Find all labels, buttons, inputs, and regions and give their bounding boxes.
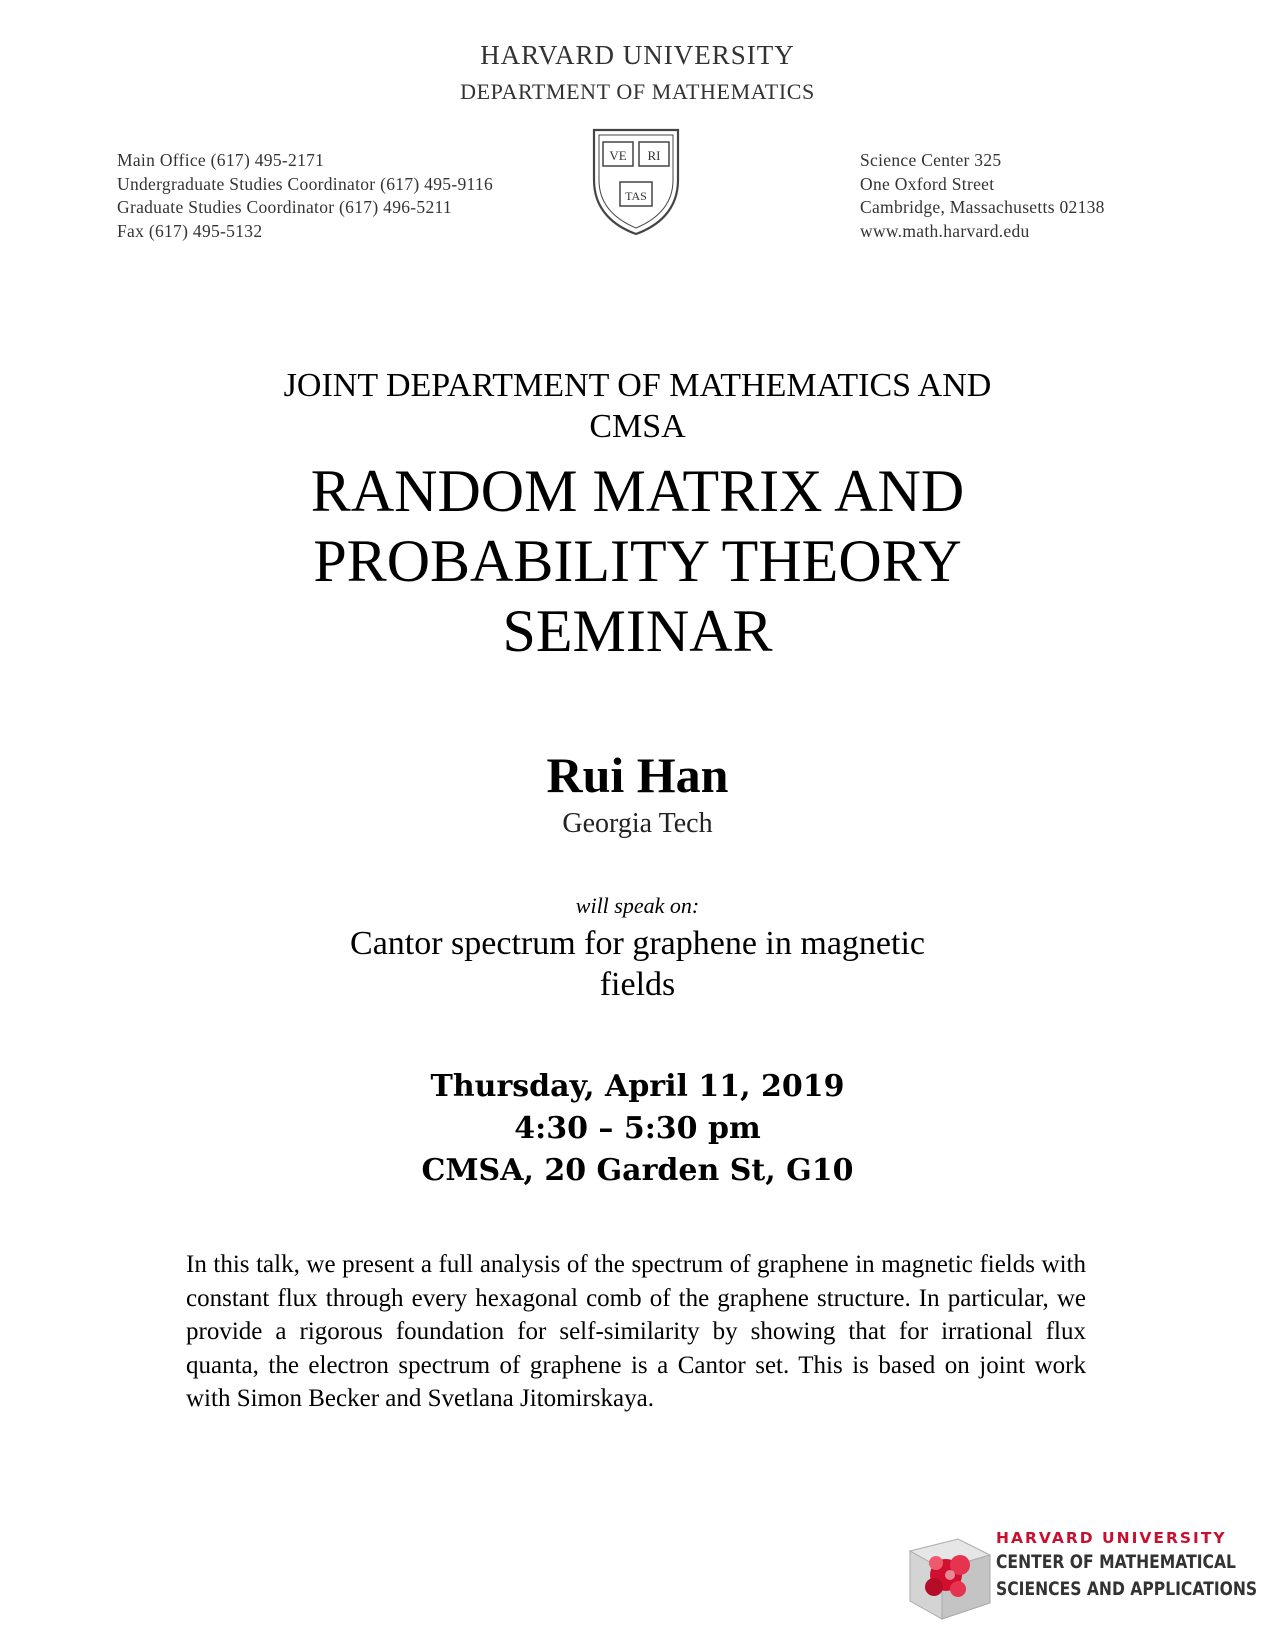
department-name: DEPARTMENT OF MATHEMATICS — [460, 79, 815, 104]
seminar-title-line3: SEMINAR — [502, 598, 773, 664]
shield-text-ve: VE — [609, 148, 627, 163]
talk-title-line1: Cantor spectrum for graphene in magnetic — [350, 925, 925, 962]
university-name: HARVARD UNIVERSITY — [480, 40, 795, 70]
cmsa-logo-line2: CENTER OF MATHEMATICAL — [996, 1551, 1236, 1573]
seminar-title — [0, 456, 1275, 666]
address-website: www.math.harvard.edu — [860, 220, 1030, 241]
cmsa-logo-line3: SCIENCES AND APPLICATIONS — [996, 1578, 1258, 1600]
joint-heading-line1: JOINT DEPARTMENT OF MATHEMATICS AND — [283, 367, 992, 404]
address-street: One Oxford Street — [860, 173, 995, 194]
address-city: Cambridge, Massachusetts 02138 — [860, 197, 1105, 217]
cmsa-cube-icon — [900, 1525, 1000, 1625]
seminar-title-line2: PROBABILITY THEORY — [313, 528, 962, 594]
shield-text-tas: TAS — [625, 189, 647, 203]
joint-department-heading — [0, 365, 1275, 447]
contact-fax: Fax (617) 495-5132 — [117, 220, 263, 241]
speaker-name: Rui Han — [546, 747, 729, 803]
speaker-affiliation: Georgia Tech — [562, 808, 713, 839]
cmsa-logo — [900, 1525, 1258, 1625]
event-time: 4:30 – 5:30 pm — [514, 1111, 761, 1146]
event-location: CMSA, 20 Garden St, G10 — [421, 1153, 854, 1188]
joint-heading-line2: CMSA — [589, 408, 686, 445]
shield-text-ri: RI — [647, 148, 661, 163]
contact-undergrad: Undergraduate Studies Coordinator (617) 495-9116 — [117, 173, 493, 194]
talk-title — [0, 923, 1275, 1005]
harvard-shield-icon — [588, 124, 684, 238]
contact-numbers — [117, 149, 493, 243]
speak-on-label: will speak on: — [575, 893, 700, 918]
talk-title-line2: fields — [599, 966, 676, 1003]
event-date: Thursday, April 11, 2019 — [430, 1069, 845, 1104]
address-building: Science Center 325 — [860, 150, 1002, 170]
talk-abstract: In this talk, we present a full analysis of the spectrum of graphene in magnetic fields with constant flux through every hexagonal comb of the graphene structure. In particular, we provide a rigorous foundation for self-similarity by showing that for irrational flux quanta, the electron spectrum of graphene is a Cantor set. This is based on joint work with Simon Becker and Svetlana Jitomirskaya. — [186, 1251, 1086, 1412]
cmsa-logo-university: HARVARD UNIVERSITY — [996, 1529, 1227, 1547]
department-address — [860, 149, 1105, 243]
seminar-title-line1: RANDOM MATRIX AND — [310, 458, 965, 524]
contact-grad: Graduate Studies Coordinator (617) 496-5211 — [117, 197, 452, 217]
contact-main-office: Main Office (617) 495-2171 — [117, 150, 325, 170]
